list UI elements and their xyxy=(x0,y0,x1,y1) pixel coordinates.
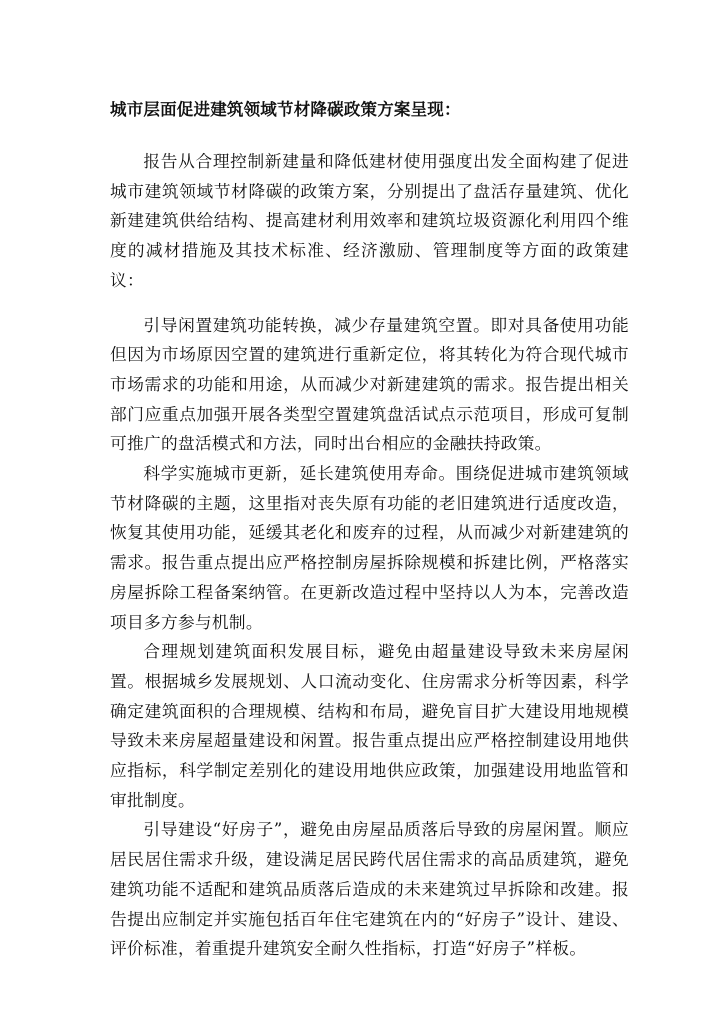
paragraph-urban-renewal: 科学实施城市更新，延长建筑使用寿命。围绕促进城市建筑领域节材降碳的主题，这里指对丧失原有功能的老旧建筑进行适度改造，恢复其使用功能，延缓其老化和废弃的过程，从而减少对新建建筑的需求。报告重点提出应严格控制房屋拆除规模和拆建比例，严格落实房屋拆除工程备案纳管。在更新改造过程中坚持以人为本，完善改造项目多方参与机制。 xyxy=(110,463,629,632)
paragraph-idle-building-conversion: 引导闲置建筑功能转换，减少存量建筑空置。即对具备使用功能但因为市场原因空置的建筑进行重新定位，将其转化为符合现代城市市场需求的功能和用途，从而减少对新建建筑的需求。报告提出相关部门应重点加强开展各类型空置建筑盘活试点示范项目，形成可复制可推广的盘活模式和方法，同时出台相应的金融扶持政策。 xyxy=(110,314,629,454)
paragraph-building-area-planning: 合理规划建筑面积发展目标，避免由超量建设导致未来房屋闲置。根据城乡发展规划、人口流动变化、住房需求分析等因素，科学确定建筑面积的合理规模、结构和布局，避免盲目扩大建设用地规模导致未来房屋超量建设和闲置。报告重点提出应严格控制建设用地供应指标，科学制定差别化的建设用地供应政策，加强建设用地监管和审批制度。 xyxy=(110,641,629,810)
paragraph-good-housing: 引导建设“好房子”，避免由房屋品质落后导致的房屋闲置。顺应居民居住需求升级，建设满足居民跨代居住需求的高品质建筑，避免建筑功能不适配和建筑品质落后造成的未来建筑过早拆除和改建。报告提出应制定并实施包括百年住宅建筑在内的“好房子”设计、建设、评价标准，着重提升建筑安全耐久性指标，打造“好房子”样板。 xyxy=(110,819,629,959)
section-heading: 城市层面促进建筑领域节材降碳政策方案呈现： xyxy=(110,100,461,119)
paragraph-intro: 报告从合理控制新建量和降低建材使用强度出发全面构建了促进城市建筑领域节材降碳的政策方案，分别提出了盘活存量建筑、优化新建建筑供给结构、提高建材利用效率和建筑垃圾资源化利用四个维度的减材措施及其技术标准、经济激励、管理制度等方面的政策建议： xyxy=(110,151,629,290)
